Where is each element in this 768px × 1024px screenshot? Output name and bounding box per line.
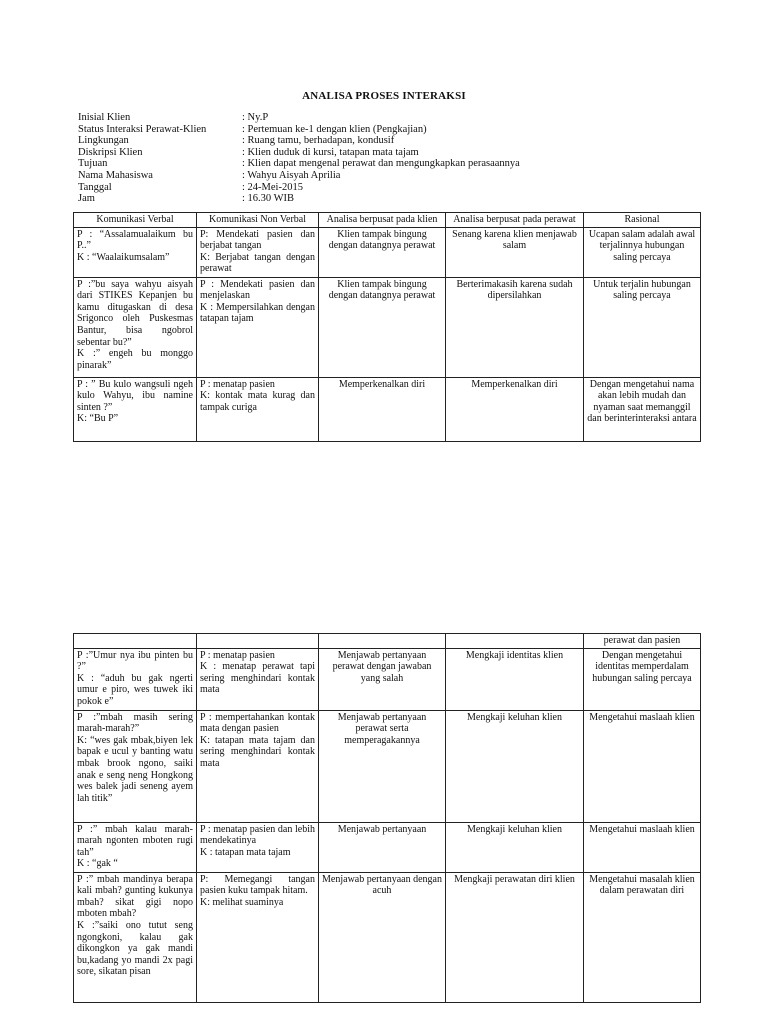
info-label: Nama Mahasiswa <box>78 169 153 181</box>
nonverbal-line: P : menatap pasien <box>200 378 275 390</box>
interaction-table-page-2 <box>73 633 701 1003</box>
info-value: : Ruang tamu, berhadapan, kondusif <box>242 135 395 147</box>
info-value: : Ny.P <box>242 112 269 123</box>
cell-rationale: Dengan mengetahui identitas memperdalam hubungan saling percaya <box>584 648 701 710</box>
cell-analysis-client: Menjawab pertanyaan perawat dengan jawaban yang salah <box>319 648 446 710</box>
info-value: : 16.30 WIB <box>242 193 295 205</box>
nonverbal-line: P : mempertahankan kontak mata dengan pasien <box>200 711 315 735</box>
cell-empty <box>74 634 197 649</box>
verbal-line: P :”Umur nya ibu pinten bu ?” <box>77 649 193 673</box>
cell-analysis-nurse: Mengkaji perawatan diri klien <box>446 872 584 1002</box>
verbal-line: K : “gak “ <box>77 858 118 870</box>
cell-verbal <box>74 710 197 822</box>
info-label: Inisial Klien <box>78 112 131 123</box>
info-value: : Klien duduk di kursi, tatapan mata tajam <box>242 146 419 158</box>
verbal-line: K :” engeh bu monggo pinarak” <box>77 348 193 371</box>
header-rationale: Rasional <box>584 213 701 228</box>
table-row <box>74 277 701 377</box>
nonverbal-line: P : menatap pasien dan lebih mendekatinya <box>200 823 315 847</box>
nonverbal-line: K: melihat suaminya <box>200 896 284 908</box>
header-verbal: Komunikasi Verbal <box>74 213 197 228</box>
info-label: Lingkungan <box>78 135 129 147</box>
cell-analysis-nurse: Mengkaji keluhan klien <box>446 710 584 822</box>
nonverbal-line: K : menatap perawat tapi sering menghindari kontak mata <box>200 661 315 696</box>
info-row <box>78 170 698 182</box>
cell-verbal <box>74 872 197 1002</box>
cell-nonverbal <box>197 710 319 822</box>
cell-rationale: Mengetahui maslaah klien <box>584 822 701 872</box>
verbal-line: K : “Waalaikumsalam” <box>77 251 170 263</box>
info-label: Diskripsi Klien <box>78 146 143 158</box>
table-row <box>74 648 701 710</box>
nonverbal-line: K: Berjabat tangan dengan perawat <box>200 251 315 275</box>
cell-analysis-client: Klien tampak bingung dengan datangnya perawat <box>319 277 446 377</box>
info-label: Tanggal <box>78 181 112 193</box>
table-row <box>74 710 701 822</box>
cell-rationale: Dengan mengetahui nama akan lebih mudah dan nyaman saat memanggil dan berinterinteraksi antara <box>584 377 701 441</box>
header-analysis-client: Analisa berpusat pada klien <box>319 213 446 228</box>
nonverbal-line: P : Mendekati pasien dan menjelaskan <box>200 278 315 302</box>
document-title: ANALISA PROSES INTERAKSI <box>302 90 466 102</box>
verbal-line: K : “aduh bu gak ngerti umur e piro, wes tuwek iki pokok e” <box>77 672 193 707</box>
info-section <box>78 112 698 205</box>
info-value: : Pertemuan ke-1 dengan klien (Pengkajian) <box>242 123 427 135</box>
verbal-line: P :”bu saya wahyu aisyah dari STIKES Kepanjen bu kamu ditugaskan di desa Srigonco oleh Puskesmas Bantur, bisa ngobrol sebentar bu?” <box>77 278 193 348</box>
info-row <box>78 112 698 124</box>
info-row <box>78 124 698 136</box>
info-row <box>78 158 698 170</box>
info-row <box>78 193 698 205</box>
verbal-line: P : “Assalamualaikum bu P..” <box>77 228 193 252</box>
verbal-line: K :”saiki ono tutut seng ngongkoni, kalau gak dikongkon ya gak mandi bu,kadang yo mandi 2x pagi sore, sikatan pisan <box>77 919 193 978</box>
info-value: : Klien dapat mengenal perawat dan mengungkapkan perasaannya <box>242 158 520 170</box>
nonverbal-line: K : Mempersilahkan dengan tatapan tajam <box>200 301 315 325</box>
table-header-row <box>74 213 701 228</box>
cell-rationale: Mengetahui maslaah klien <box>584 710 701 822</box>
verbal-line: K: “Bu P” <box>77 413 119 425</box>
cell-verbal <box>74 277 197 377</box>
info-label: Jam <box>78 193 95 205</box>
cell-analysis-nurse: Berterimakasih karena sudah dipersilahkan <box>446 277 584 377</box>
header-analysis-nurse: Analisa berpusat pada perawat <box>446 213 584 228</box>
info-label: Status Interaksi Perawat-Klien <box>78 123 207 135</box>
cell-nonverbal <box>197 872 319 1002</box>
verbal-line: K: “wes gak mbak,biyen lek bapak e ucul y banting watu mbak brook ngono, saiki anak e seng neng Hongkong wes balek jadi seneng ayem lah titik” <box>77 734 193 804</box>
table-row <box>74 377 701 441</box>
info-label: Tujuan <box>78 158 108 170</box>
info-row <box>78 147 698 159</box>
nonverbal-line: K: kontak mata kurag dan tampak curiga <box>200 390 315 413</box>
nonverbal-line: K: tatapan mata tajam dan sering menghindari kontak mata <box>200 734 315 769</box>
nonverbal-line: K : tatapan mata tajam <box>200 846 291 858</box>
table-continuation-row <box>74 634 701 649</box>
cell-verbal <box>74 648 197 710</box>
cell-analysis-nurse: Mengkaji keluhan klien <box>446 822 584 872</box>
cell-analysis-client: Memperkenalkan diri <box>319 377 446 441</box>
cell-verbal <box>74 227 197 277</box>
table-row <box>74 822 701 872</box>
cell-rationale: Ucapan salam adalah awal terjalinnya hubungan saling percaya <box>584 227 701 277</box>
verbal-line: P :” mbah kalau marah-marah ngonten mboten rugi tah” <box>77 823 193 858</box>
cell-analysis-client: Menjawab pertanyaan perawat serta memperagakannya <box>319 710 446 822</box>
cell-analysis-nurse: Mengkaji identitas klien <box>446 648 584 710</box>
info-value: : Wahyu Aisyah Aprilia <box>242 169 341 181</box>
verbal-line: P : ” Bu kulo wangsuli ngeh kulo Wahyu, ibu namine sinten ?” <box>77 378 193 413</box>
cell-empty <box>197 634 319 649</box>
cell-analysis-nurse: Senang karena klien menjawab salam <box>446 227 584 277</box>
cell-nonverbal <box>197 648 319 710</box>
nonverbal-line: P: Mendekati pasien dan berjabat tangan <box>200 228 315 252</box>
header-nonverbal: Komunikasi Non Verbal <box>197 213 319 228</box>
cell-nonverbal <box>197 377 319 441</box>
verbal-line: P :” mbah mandinya berapa kali mbah? gunting kukunya mbah? sikat gigi nopo mboten mbah? <box>77 873 193 920</box>
table-row <box>74 872 701 1002</box>
cell-analysis-client: Menjawab pertanyaan dengan acuh <box>319 872 446 1002</box>
cell-nonverbal <box>197 822 319 872</box>
table-row <box>74 227 701 277</box>
cell-rationale: Mengetahui masalah klien dalam perawatan diri <box>584 872 701 1002</box>
cell-nonverbal <box>197 227 319 277</box>
info-value: : 24-Mei-2015 <box>242 181 303 193</box>
nonverbal-line: P: Memegangi tangan pasien kuku tampak hitam. <box>200 873 315 897</box>
cell-verbal <box>74 377 197 441</box>
interaction-table-page-1 <box>73 212 701 442</box>
cell-rationale: Untuk terjalin hubungan saling percaya <box>584 277 701 377</box>
info-row <box>78 182 698 194</box>
info-row <box>78 135 698 147</box>
cell-empty <box>319 634 446 649</box>
cell-analysis-client: Klien tampak bingung dengan datangnya perawat <box>319 227 446 277</box>
cell-empty <box>446 634 584 649</box>
verbal-line: P :”mbah masih sering marah-marah?” <box>77 711 193 735</box>
cell-nonverbal <box>197 277 319 377</box>
cell-verbal <box>74 822 197 872</box>
cell-analysis-client: Menjawab pertanyaan <box>319 822 446 872</box>
cell-analysis-nurse: Memperkenalkan diri <box>446 377 584 441</box>
cell-rationale-continuation: perawat dan pasien <box>584 634 701 649</box>
nonverbal-line: P : menatap pasien <box>200 649 275 661</box>
